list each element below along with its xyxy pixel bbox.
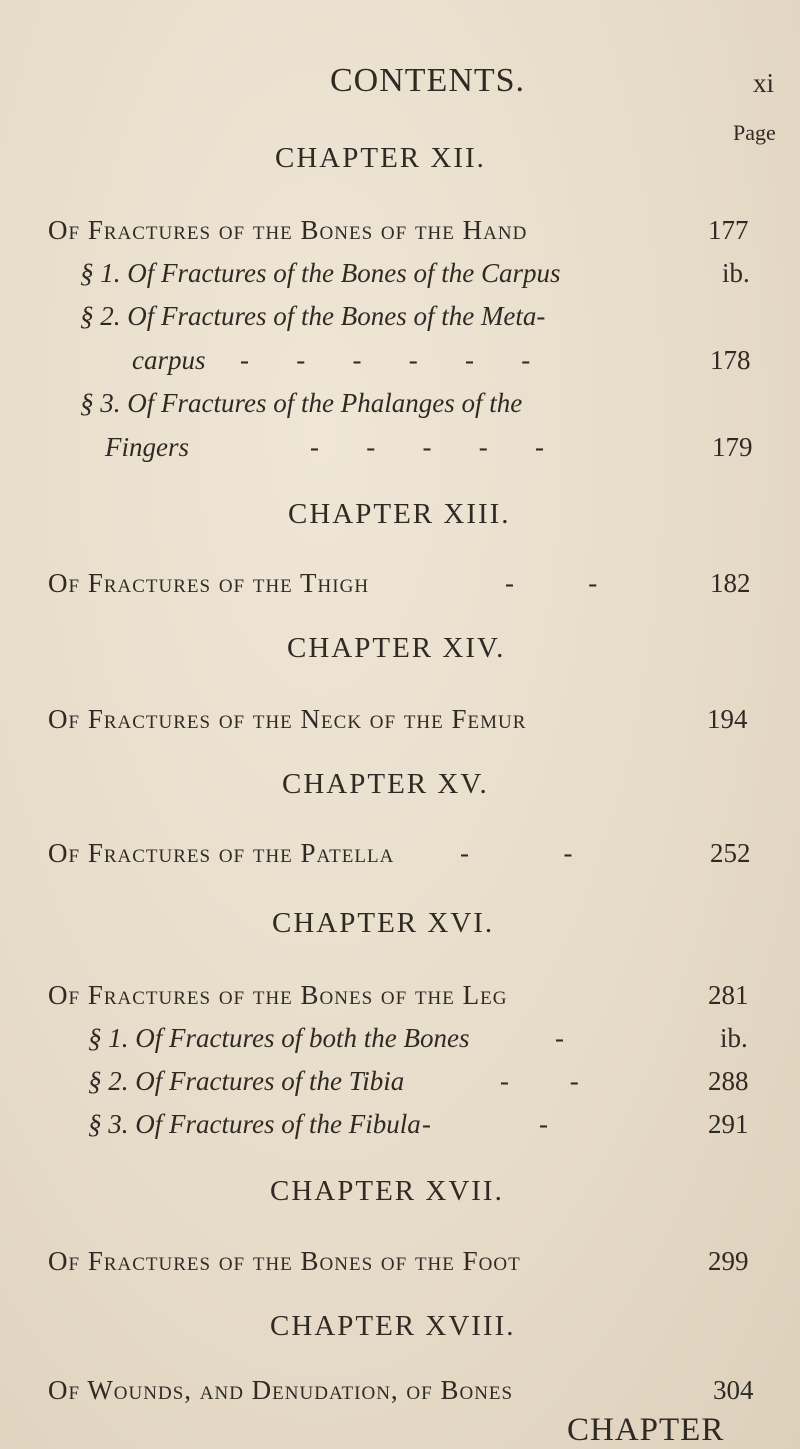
chapter-heading-xvii: CHAPTER XVII. <box>270 1175 504 1207</box>
page-column-label: Page <box>733 120 776 145</box>
toc-entry-title-cont: Fingers <box>105 432 189 462</box>
leader-dashes: - - <box>422 1109 548 1139</box>
leader-dashes: - - - - - <box>310 432 544 462</box>
toc-entry-title: § 1. Of Fractures of the Bones of the Carpus <box>80 258 561 288</box>
toc-entry-title: § 2. Of Fractures of the Bones of the Meta- <box>80 301 546 331</box>
running-title: CONTENTS. <box>330 62 526 99</box>
leader-dashes: - - - - - - <box>240 345 531 375</box>
toc-entry-page: 252 <box>710 838 751 868</box>
catchword: CHAPTER <box>567 1412 725 1448</box>
toc-entry-title: § 2. Of Fractures of the Tibia <box>88 1066 405 1096</box>
toc-entry-title: Of Fractures of the Bones of the Foot <box>48 1246 521 1276</box>
toc-entry-title-cont: carpus <box>132 345 206 375</box>
toc-entry-title: § 3. Of Fractures of the Fibula <box>88 1109 421 1139</box>
toc-entry-page: 179 <box>712 432 753 462</box>
leader-dashes: - - <box>500 1066 579 1096</box>
page-header <box>0 62 800 112</box>
leader-dashes: - - <box>460 838 573 868</box>
toc-entry-title: § 1. Of Fractures of both the Bones <box>88 1023 470 1053</box>
toc-entry-title: Of Wounds, and Denudation, of Bones <box>48 1375 514 1405</box>
toc-entry-page: 281 <box>708 980 749 1010</box>
toc-entry-page: 299 <box>708 1246 749 1276</box>
toc-entry-title: Of Fractures of the Neck of the Femur <box>48 704 527 734</box>
toc-entry-page: 177 <box>708 215 749 245</box>
toc-entry-title: Of Fractures of the Bones of the Leg <box>48 980 508 1010</box>
toc-entry-title: Of Fractures of the Thigh <box>48 568 370 598</box>
toc-entry-page: 182 <box>710 568 751 598</box>
toc-entry-page: 304 <box>713 1375 754 1405</box>
chapter-heading-xv: CHAPTER XV. <box>282 768 489 800</box>
chapter-heading-xviii: CHAPTER XVIII. <box>270 1310 516 1342</box>
toc-entry-page: 194 <box>707 704 748 734</box>
toc-entry-page: 291 <box>708 1109 749 1139</box>
toc-entry-page: ib. <box>722 258 750 288</box>
chapter-heading-xiii: CHAPTER XIII. <box>288 498 511 530</box>
chapter-heading-xiv: CHAPTER XIV. <box>287 632 506 664</box>
chapter-heading-xvi: CHAPTER XVI. <box>272 907 495 939</box>
toc-entry-title: § 3. Of Fractures of the Phalanges of the <box>80 388 523 418</box>
toc-entry-page: 178 <box>710 345 751 375</box>
folio-number: xi <box>753 68 775 98</box>
chapter-heading-xii: CHAPTER XII. <box>275 142 486 174</box>
toc-entry-page: ib. <box>720 1023 748 1053</box>
leader-dashes: - - <box>505 568 598 598</box>
leader-dashes: - <box>555 1023 564 1053</box>
toc-entry-title: Of Fractures of the Patella <box>48 838 395 868</box>
toc-entry-page: 288 <box>708 1066 749 1096</box>
toc-entry-title: Of Fractures of the Bones of the Hand <box>48 215 528 245</box>
